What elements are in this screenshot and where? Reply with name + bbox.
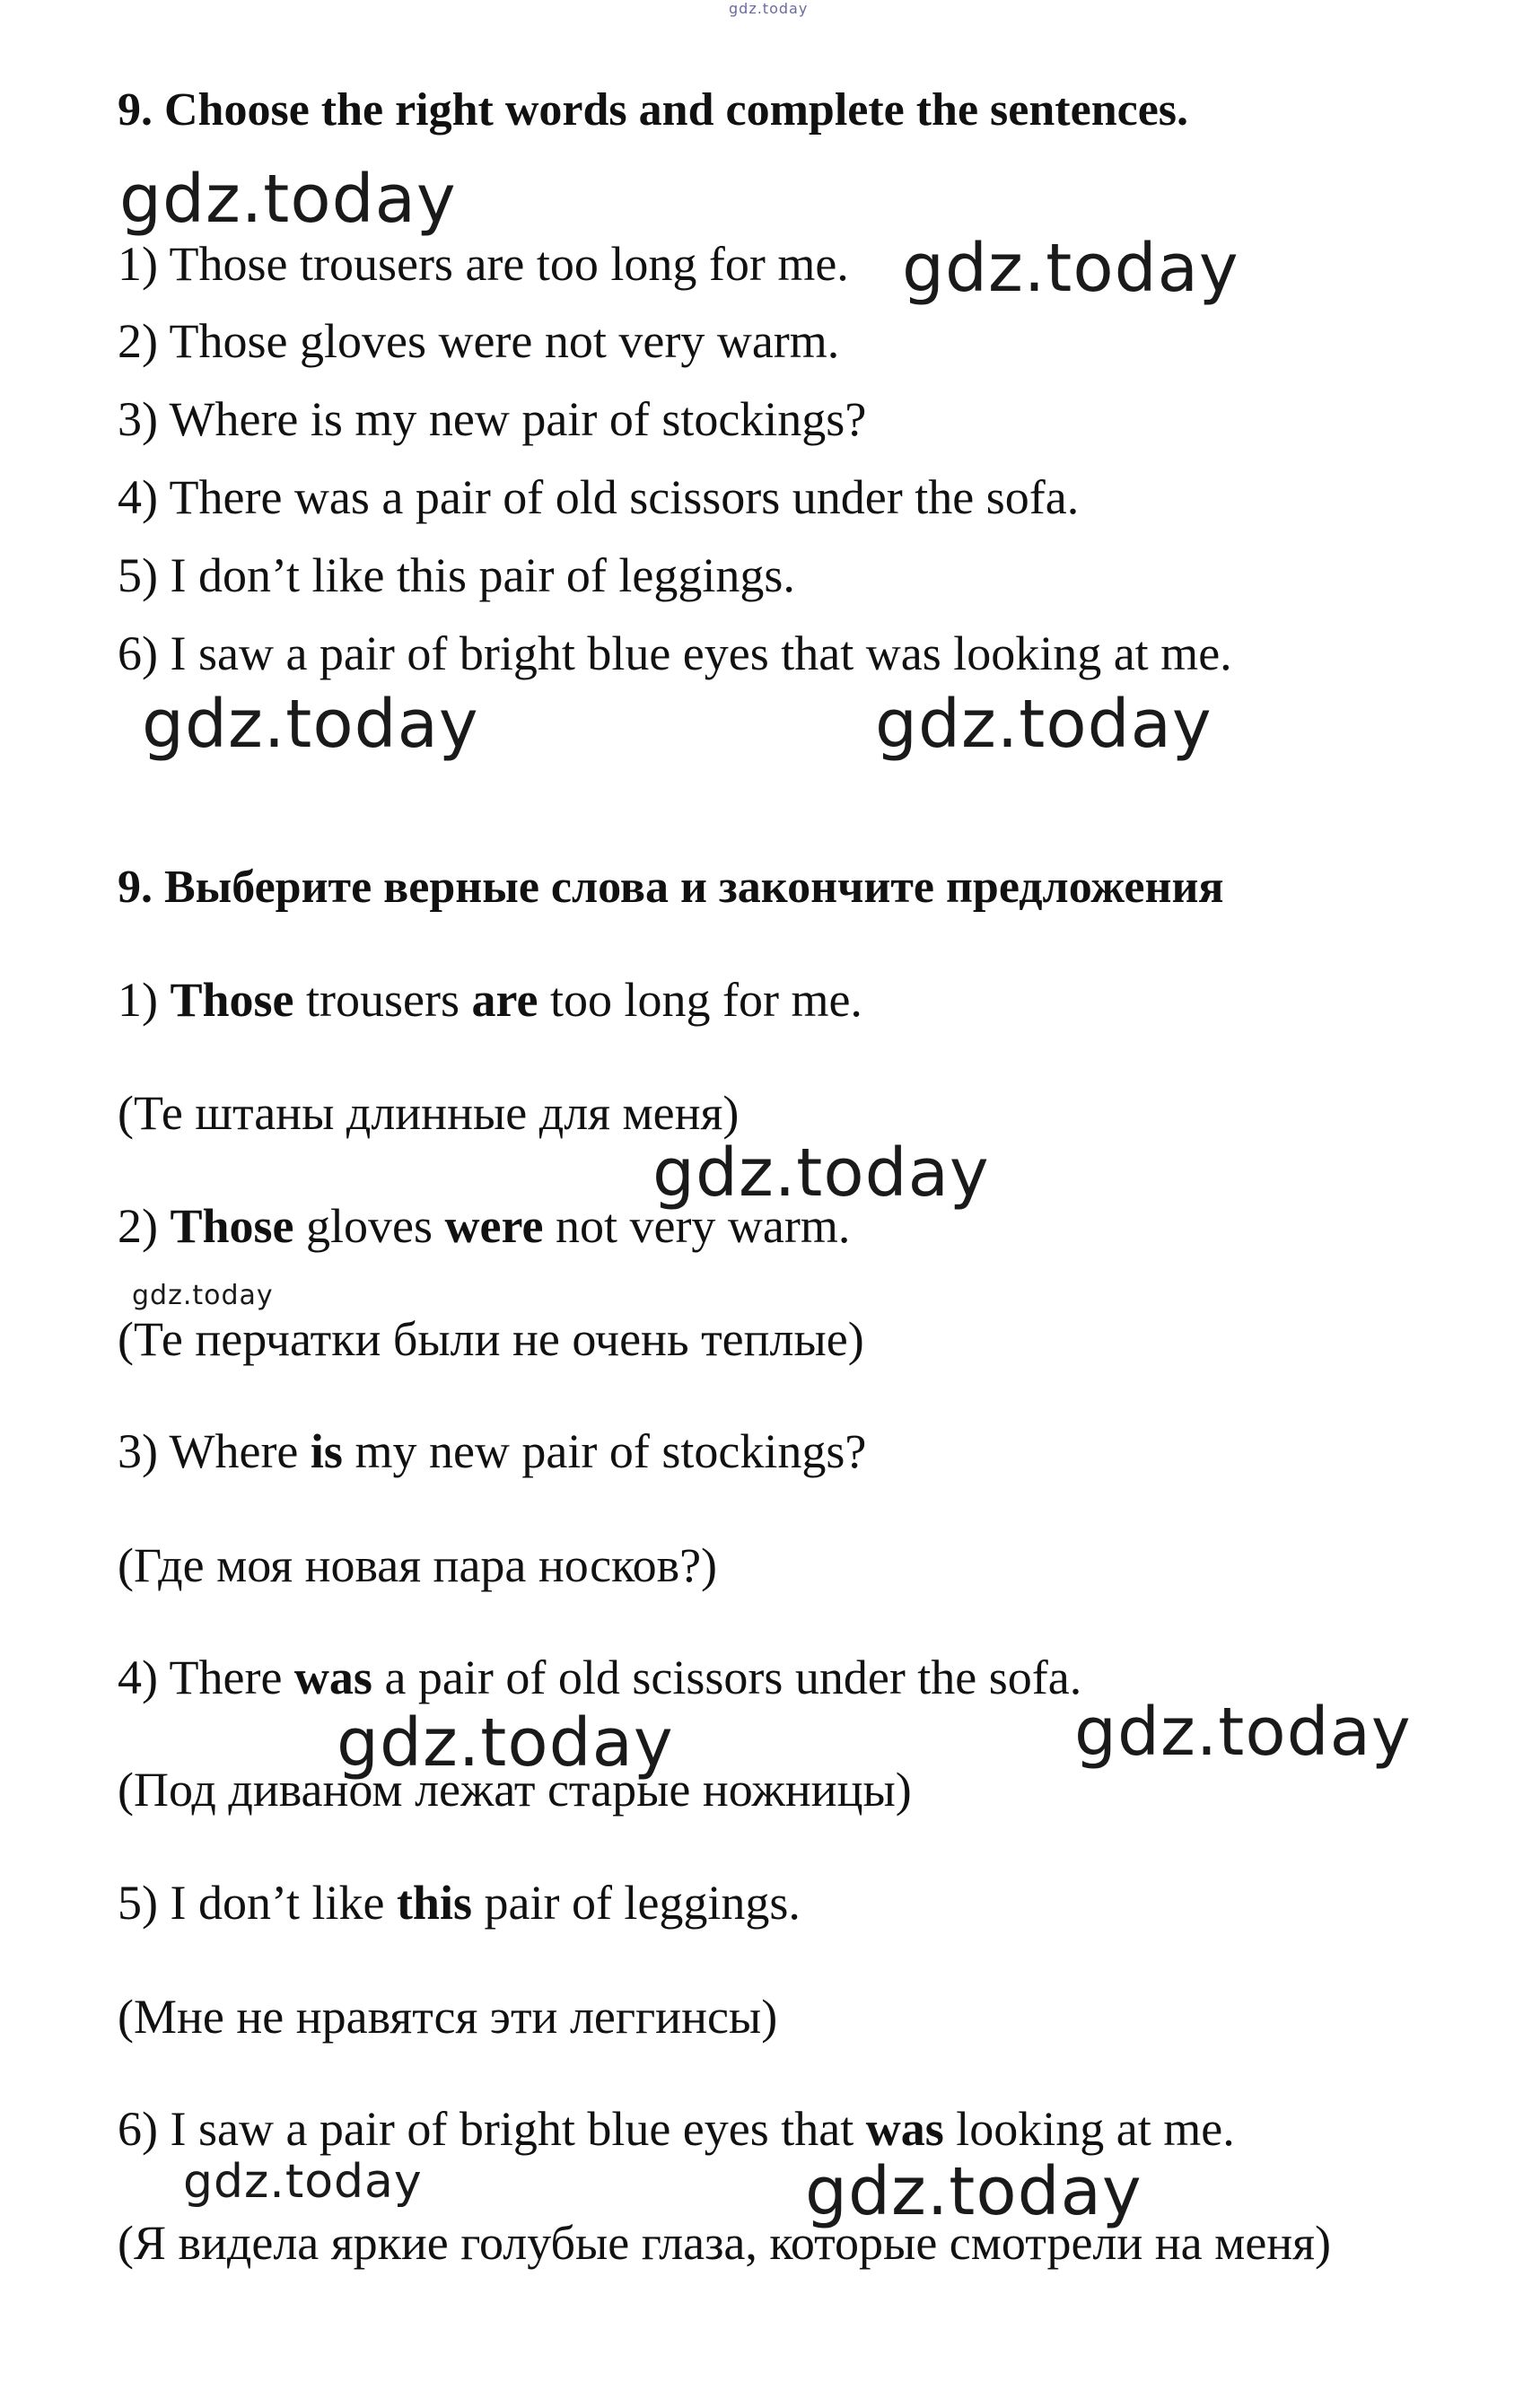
- answer-6: 6) I saw a pair of bright blue eyes that was looking at me.: [118, 2102, 1235, 2156]
- watermark: gdz.today: [337, 1704, 674, 1782]
- watermark: gdz.today: [902, 230, 1239, 307]
- translation-6: (Я видела яркие голубые глаза, которые смотрели на меня): [118, 2216, 1332, 2270]
- answer-2: 2) Those gloves were not very warm.: [118, 1199, 851, 1253]
- watermark-small: gdz.today: [132, 1280, 274, 1311]
- watermark: gdz.today: [805, 2153, 1142, 2230]
- sentence-5: 5) I don’t like this pair of leggings.: [118, 548, 795, 602]
- watermark: gdz.today: [875, 686, 1212, 763]
- sentence-6: 6) I saw a pair of bright blue eyes that was looking at me.: [118, 626, 1232, 680]
- answer-5: 5) I don’t like this pair of leggings.: [118, 1876, 801, 1930]
- translation-4: (Под диваном лежат старые ножницы): [118, 1763, 912, 1817]
- watermark: gdz.today: [183, 2155, 423, 2209]
- watermark: gdz.today: [142, 686, 479, 763]
- answer-4: 4) There was a pair of old scissors under the sofa.: [118, 1651, 1082, 1704]
- sentence-3: 3) Where is my new pair of stockings?: [118, 392, 867, 446]
- watermark: gdz.today: [1074, 1694, 1412, 1771]
- watermark: gdz.today: [119, 161, 457, 238]
- translation-2: (Те перчатки были не очень теплые): [118, 1312, 864, 1366]
- answer-3: 3) Where is my new pair of stockings?: [118, 1424, 867, 1478]
- sentence-2: 2) Those gloves were not very warm.: [118, 314, 840, 368]
- watermark-top: gdz.today: [729, 0, 809, 17]
- sentence-1: 1) Those trousers are too long for me.: [118, 237, 849, 291]
- sentence-4: 4) There was a pair of old scissors under the sofa.: [118, 470, 1080, 524]
- answer-1: 1) Those trousers are too long for me.: [118, 973, 862, 1027]
- translation-1: (Те штаны длинные для меня): [118, 1086, 740, 1140]
- exercise-heading-en: 9. Choose the right words and complete the sentences.: [118, 84, 1189, 136]
- translation-5: (Мне не нравятся эти леггинсы): [118, 1990, 778, 2044]
- translation-3: (Где моя новая пара носков?): [118, 1538, 718, 1592]
- watermark: gdz.today: [652, 1134, 990, 1212]
- exercise-heading-ru: 9. Выберите верные слова и закончите предложения: [118, 862, 1224, 913]
